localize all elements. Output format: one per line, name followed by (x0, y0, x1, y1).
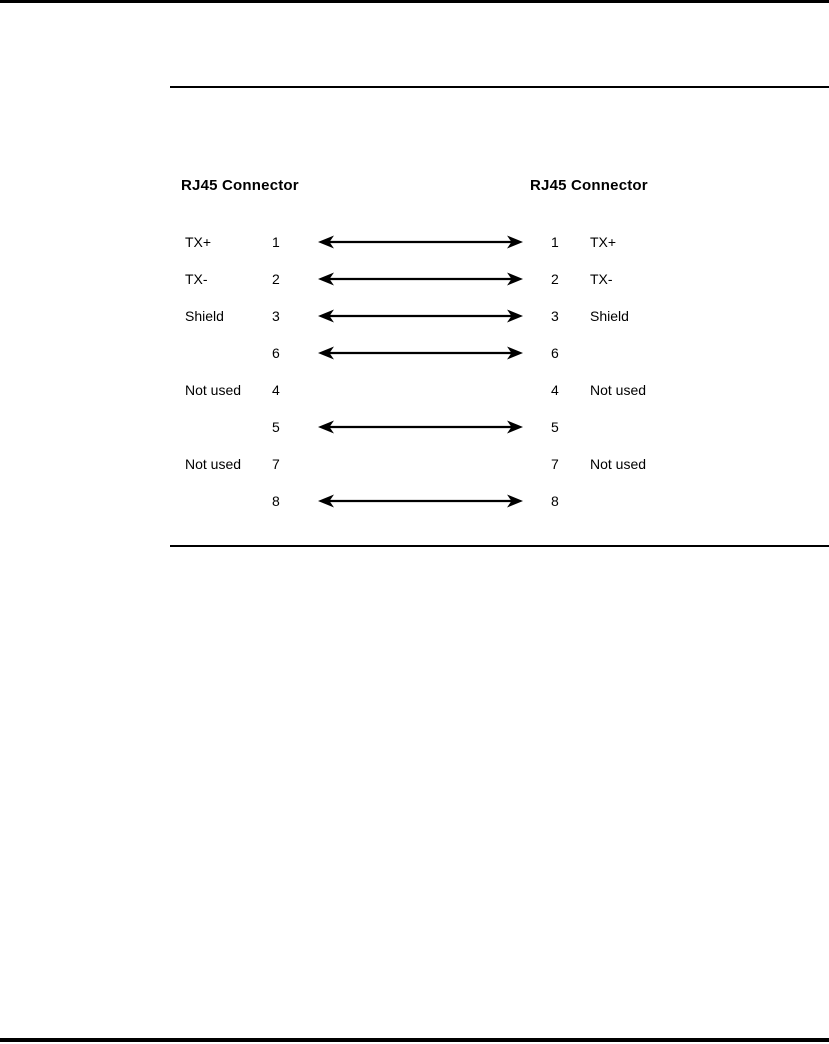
double-headed-arrow-icon (318, 345, 523, 361)
connection-arrow (318, 271, 523, 287)
left-pin-number: 5 (272, 418, 280, 435)
left-pin-number: 1 (272, 233, 280, 250)
right-pin-number: 3 (551, 307, 559, 324)
right-signal-label: Not used (590, 381, 647, 398)
right-signal-label: TX+ (590, 233, 617, 250)
right-connector-title: RJ45 Connector (530, 177, 648, 194)
right-pin-number: 4 (551, 381, 559, 398)
pinout-row (181, 297, 646, 334)
pinout-rows (181, 223, 646, 519)
right-pin-number: 5 (551, 418, 559, 435)
connection-arrow (318, 308, 523, 324)
pinout-row (181, 334, 646, 371)
left-signal-label: Shield (185, 307, 224, 324)
connection-arrow (318, 234, 523, 250)
pinout-row (181, 260, 646, 297)
right-signal-label: TX- (590, 270, 613, 287)
right-signal-label: Not used (590, 455, 647, 472)
connection-arrow (318, 382, 523, 398)
left-pin-number: 3 (272, 307, 280, 324)
left-pin-number: 6 (272, 344, 280, 361)
footer-rule (170, 545, 829, 547)
right-pin-number: 7 (551, 455, 559, 472)
left-pin-number: 8 (272, 492, 280, 509)
page-bottom-border (0, 1038, 829, 1042)
connection-arrow (318, 493, 523, 509)
page-top-border (0, 0, 829, 3)
right-pin-number: 2 (551, 270, 559, 287)
double-headed-arrow-icon (318, 308, 523, 324)
left-connector-title: RJ45 Connector (181, 177, 299, 194)
double-headed-arrow-icon (318, 419, 523, 435)
connection-arrow (318, 419, 523, 435)
double-headed-arrow-icon (318, 493, 523, 509)
right-signal-label: Shield (590, 307, 629, 324)
pinout-row (181, 445, 646, 482)
header-rule (170, 86, 829, 88)
left-pin-number: 7 (272, 455, 280, 472)
left-signal-label: Not used (185, 455, 242, 472)
right-pin-number: 1 (551, 233, 559, 250)
pinout-row (181, 482, 646, 519)
right-pin-number: 6 (551, 344, 559, 361)
left-signal-label: Not used (185, 381, 242, 398)
pinout-row (181, 408, 646, 445)
double-headed-arrow-icon (318, 271, 523, 287)
left-pin-number: 4 (272, 381, 280, 398)
double-headed-arrow-icon (318, 234, 523, 250)
left-signal-label: TX+ (185, 233, 212, 250)
left-signal-label: TX- (185, 270, 208, 287)
connection-arrow (318, 345, 523, 361)
right-pin-number: 8 (551, 492, 559, 509)
connection-arrow (318, 456, 523, 472)
left-pin-number: 2 (272, 270, 280, 287)
pinout-row (181, 223, 646, 260)
pinout-row (181, 371, 646, 408)
